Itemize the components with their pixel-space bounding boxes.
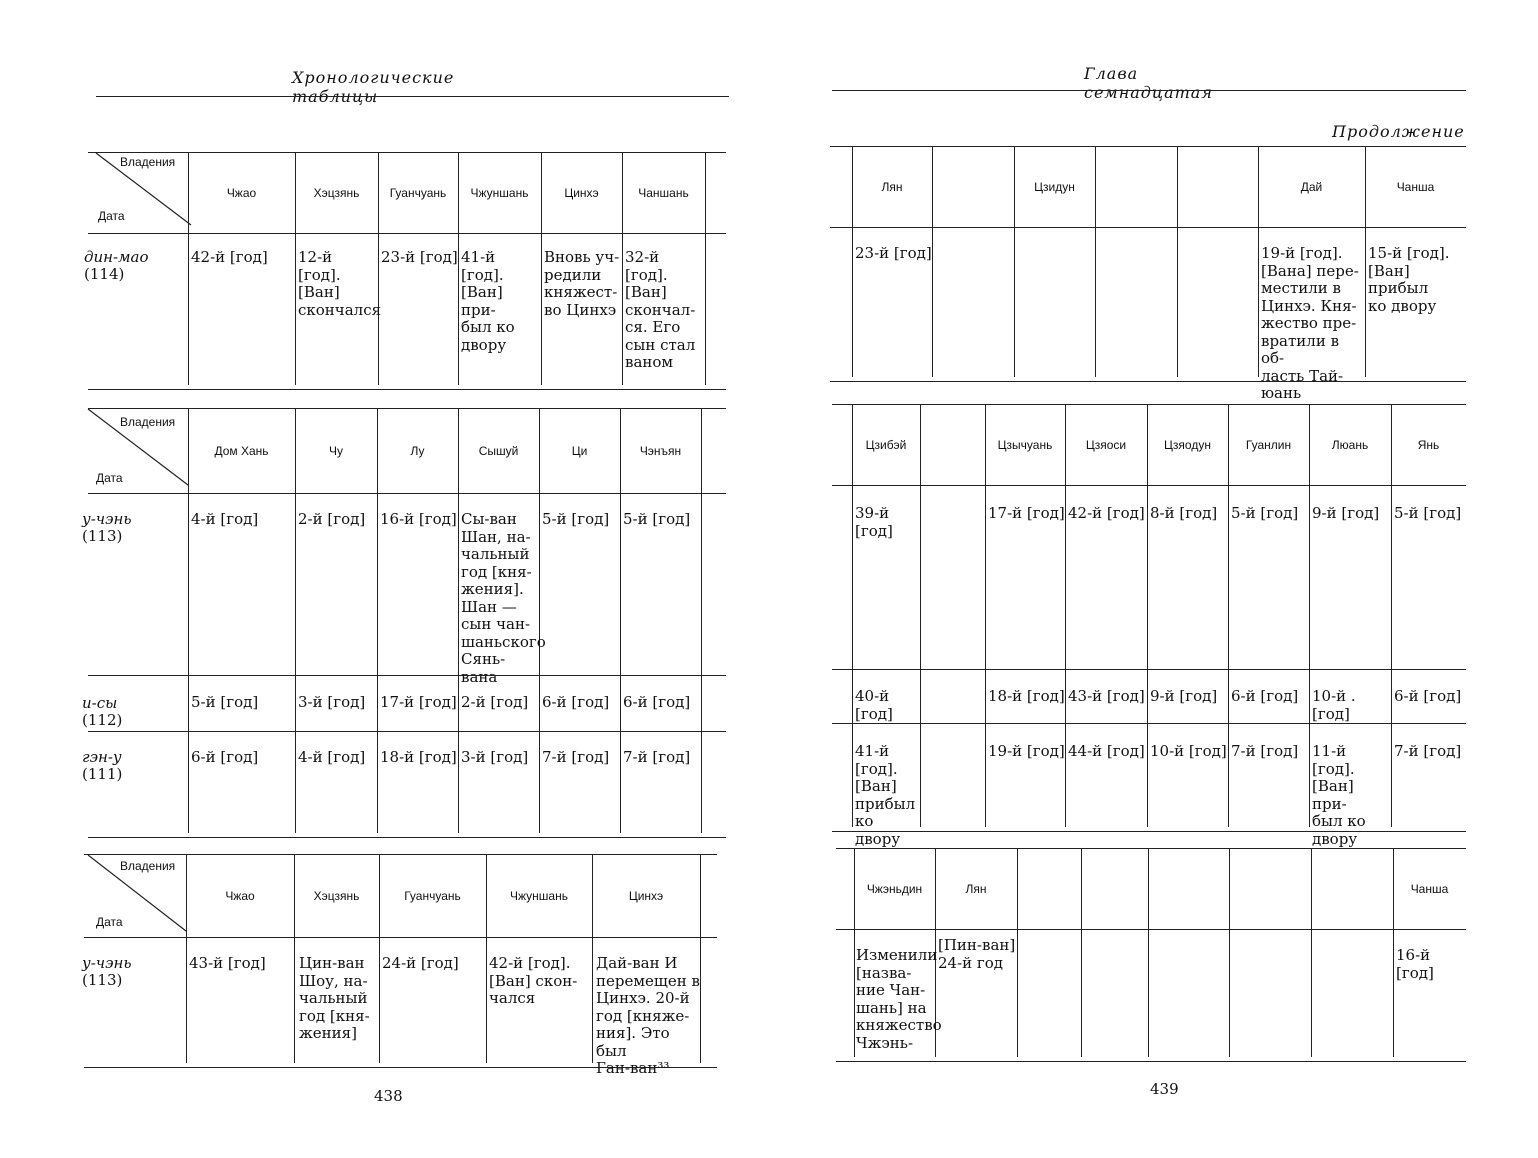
table-cell: 18-й [год] bbox=[380, 748, 457, 766]
column-header: Цзяодун bbox=[1164, 438, 1211, 452]
column-header: Гуанчуань bbox=[404, 889, 461, 903]
table-cell: 6-й [год] bbox=[542, 693, 610, 711]
column-header: Цзидун bbox=[1034, 180, 1075, 194]
column-header: Гуанчуань bbox=[389, 186, 447, 200]
column-header: Ци bbox=[571, 444, 588, 458]
table-cell: 6-й [год] bbox=[191, 748, 259, 766]
table-cell: 7-й [год] bbox=[1394, 742, 1462, 760]
table-cell: 6-й [год] bbox=[1231, 687, 1299, 705]
table-cell: [Пин-ван] 24-й год bbox=[938, 936, 1016, 972]
table-cell: 10-й .[год] bbox=[1312, 687, 1356, 723]
table-cell: 19-й [год] bbox=[988, 742, 1065, 760]
column-header bbox=[1017, 849, 1081, 929]
corner-label-holdings: Владения bbox=[120, 415, 176, 429]
column-header: Цзибэй bbox=[865, 438, 907, 452]
column-header: Гуанлин bbox=[1245, 438, 1292, 452]
table-cell: 6-й [год] bbox=[623, 693, 691, 711]
table-3 bbox=[836, 848, 1466, 1062]
column-header: Лян bbox=[881, 180, 903, 194]
column-header bbox=[1311, 849, 1393, 929]
column-header: Чу bbox=[329, 444, 343, 458]
column-header: Цзяоси bbox=[1085, 438, 1127, 452]
column-header: Цинхэ bbox=[628, 889, 664, 903]
row-separator bbox=[88, 731, 726, 732]
column-header: Цзычуань bbox=[997, 438, 1053, 452]
running-header: Хронологические таблицы bbox=[292, 68, 455, 106]
column-header: Чжуншань bbox=[510, 889, 568, 903]
table-cell: Дай-ван И перемещен в Цинхэ. 20-й год [княже- ния]. Это был Ган-ван³³ bbox=[596, 954, 700, 1077]
table-cell: 5-й [год] bbox=[1394, 504, 1462, 522]
table-cell: 6-й [год] bbox=[1394, 687, 1462, 705]
table-cell: 4-й [год] bbox=[298, 748, 366, 766]
table-cell: 5-й [год] bbox=[1231, 504, 1299, 522]
column-header bbox=[932, 147, 1014, 227]
table-cell: 23-й [год] bbox=[855, 244, 932, 262]
column-header: Чанша bbox=[1410, 882, 1449, 896]
table-cell: 12-й [год]. [Ван] скончался bbox=[298, 248, 382, 319]
table-cell: 2-й [год] bbox=[298, 510, 366, 528]
column-rule bbox=[705, 153, 706, 385]
table-cell: 2-й [год] bbox=[461, 693, 529, 711]
column-header: Хэцзянь bbox=[313, 889, 360, 903]
continuation-label: Продолжение bbox=[1332, 122, 1465, 141]
table-cell: 3-й [год] bbox=[461, 748, 529, 766]
table-cell: 42-й [год] bbox=[1068, 504, 1145, 522]
table-cell: 18-й [год] bbox=[988, 687, 1065, 705]
table-2 bbox=[832, 404, 1466, 848]
column-header bbox=[1095, 147, 1258, 227]
table-cell: 42-й [год] bbox=[191, 248, 268, 266]
table-cell: 23-й [год] bbox=[381, 248, 458, 266]
column-header: Дай bbox=[1300, 180, 1323, 194]
column-header: Цинхэ bbox=[564, 186, 599, 200]
row-separator bbox=[832, 669, 1466, 670]
table-cell: 43-й [год] bbox=[189, 954, 266, 972]
column-header: Чжуншань bbox=[470, 186, 529, 200]
table-cell: 10-й [год] bbox=[1150, 742, 1227, 760]
page-number: 439 bbox=[1150, 1080, 1179, 1098]
corner-label-holdings: Владения bbox=[120, 155, 176, 169]
table-cell: 5-й [год] bbox=[191, 693, 259, 711]
table-cell: 7-й [год] bbox=[1231, 742, 1299, 760]
column-header bbox=[1229, 849, 1311, 929]
table-cell: 5-й [год] bbox=[623, 510, 691, 528]
table-cell: 8-й [год] bbox=[1150, 504, 1218, 522]
column-header bbox=[1081, 849, 1148, 929]
table-cell: 44-й [год] bbox=[1068, 742, 1145, 760]
column-header: Чжэньдин bbox=[866, 882, 923, 896]
table-cell: 41-й [год]. [Ван] при- был ко двору bbox=[461, 248, 515, 354]
column-header: Чэнъян bbox=[639, 444, 682, 458]
column-header: Чжао bbox=[226, 186, 257, 200]
column-header: Чанша bbox=[1396, 180, 1435, 194]
table-cell: 24-й [год] bbox=[382, 954, 459, 972]
column-header: Хэцзянь bbox=[313, 186, 360, 200]
table-cell: 15-й [год]. [Ван] прибыл ко двору bbox=[1368, 244, 1450, 315]
table-cell: 39-й [год] bbox=[855, 504, 893, 540]
column-header: Сышуй bbox=[478, 444, 519, 458]
column-header: Люань bbox=[1331, 438, 1369, 452]
column-header: Лу bbox=[410, 444, 425, 458]
table-cell: 32-й [год]. [Ван] скончал- ся. Его сын стал ваном bbox=[625, 248, 696, 371]
row-date: и-сы (112) bbox=[82, 694, 123, 729]
table-1 bbox=[84, 152, 726, 390]
table-cell: 4-й [год] bbox=[191, 510, 259, 528]
table-cell: 11-й [год]. [Ван] при- был ко двору bbox=[1312, 742, 1366, 848]
table-cell: 17-й [год] bbox=[988, 504, 1065, 522]
table-cell: 17-й [год] bbox=[380, 693, 457, 711]
column-header: Чжао bbox=[225, 889, 255, 903]
row-date: у-чэнь (113) bbox=[82, 954, 132, 989]
row-separator bbox=[88, 675, 726, 676]
column-header bbox=[1148, 849, 1229, 929]
row-date: у-чэнь (113) bbox=[82, 510, 132, 545]
table-3 bbox=[82, 854, 717, 1077]
corner-label-date: Дата bbox=[96, 915, 123, 929]
table-cell: 3-й [год] bbox=[298, 693, 366, 711]
table-cell: 16-й [год] bbox=[380, 510, 457, 528]
row-date: гэн-у (111) bbox=[82, 748, 123, 783]
page-number: 438 bbox=[374, 1087, 403, 1105]
corner-label-holdings: Владения bbox=[120, 859, 176, 873]
table-cell: 19-й [год]. [Вана] пере- местили в Цинхэ. Кня- жество пре- вратили в об- ласть Тай- юань bbox=[1261, 244, 1359, 402]
table-cell: Изменили [назва- ние Чан- шань] на княжество Чжэнь- bbox=[856, 946, 942, 1052]
row-separator bbox=[832, 723, 1466, 724]
column-header: Чаншань bbox=[638, 186, 689, 200]
table-cell: 42-й [год]. [Ван] скон- чался bbox=[489, 954, 578, 1007]
table-cell: 40-й [год] bbox=[855, 687, 893, 723]
header-rule bbox=[96, 96, 729, 97]
table-cell: 7-й [год] bbox=[542, 748, 610, 766]
table-cell: Вновь уч- редили княжест- во Цинхэ bbox=[544, 248, 620, 319]
table-cell: 43-й [год] bbox=[1068, 687, 1145, 705]
table-cell: 9-й [год] bbox=[1312, 504, 1380, 522]
table-cell: 41-й [год]. [Ван] прибыл ко двору bbox=[855, 742, 916, 848]
table-cell: Цин-ван Шоу, на- чальный год [кня- жения] bbox=[299, 954, 370, 1042]
table-cell: 9-й [год] bbox=[1150, 687, 1218, 705]
row-date: дин-мао (114) bbox=[84, 248, 149, 283]
table-cell: 5-й [год] bbox=[542, 510, 610, 528]
table-2 bbox=[82, 408, 726, 838]
header-rule bbox=[832, 90, 1466, 91]
corner-label-date: Дата bbox=[96, 471, 123, 485]
table-cell: 16-й [год] bbox=[1396, 946, 1434, 982]
column-rule bbox=[701, 409, 702, 833]
corner-label-date: Дата bbox=[98, 209, 125, 223]
table-1 bbox=[830, 146, 1466, 402]
column-header bbox=[920, 405, 985, 485]
column-header: Янь bbox=[1417, 438, 1440, 452]
table-cell: Сы-ван Шан, на- чальный год [кня- жения]. Шан — сын чан- шаньского Сянь-вана bbox=[461, 510, 546, 686]
table-cell: 7-й [год] bbox=[623, 748, 691, 766]
column-header: Дом Хань bbox=[214, 444, 269, 458]
running-header: Глава семнадцатая bbox=[1084, 64, 1213, 102]
column-header: Лян bbox=[965, 882, 987, 896]
